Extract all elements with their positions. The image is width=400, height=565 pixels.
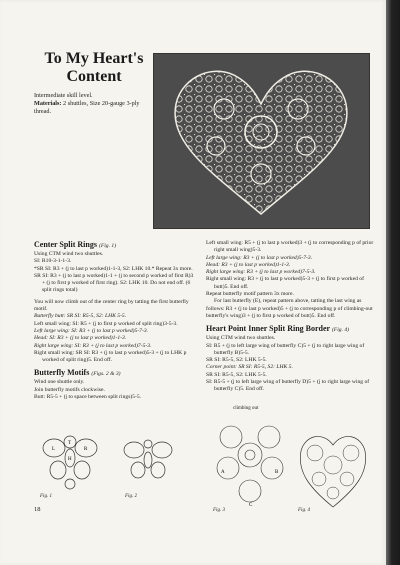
butterfly-motif-diagram [118,428,178,488]
instruction-line: SR SI: R3 + (j to last p worked)1-1 + (j to second p worked of first R)3 + (j to first p worked of first ring). S2: LHK 10. Do not end off. (6 split rings total) [34,272,194,294]
fig1-letter-h: H [68,457,72,462]
heart-assembly-diagram [213,413,288,508]
fig-1-label: Fig. 1 [40,494,52,499]
materials-label: Materials: [34,100,62,107]
section-heading-center-split-rings: Center Split Rings (Fig. 1) [34,240,117,249]
instruction-line: Butterfly butt: SR SI: R5-5, S2: LHK 5-5. [34,313,127,320]
left-column [34,240,196,401]
fig-3-label: Fig. 3 [213,508,225,513]
instruction-line: Corner point: SR SI: R5-5, S2: LHK 5. [206,364,293,371]
instruction-line: Butt: R5-5 + (j to space between split rings)5-5. [34,394,142,401]
butterfly-motifs-instructions [34,379,196,401]
instruction-line: SI: R5 + (j to left large wing of butterfly C)5 + (j to right large wing of butterfly B)5-5. [206,342,365,356]
materials-text: 2 shuttles, Size 20-gauge 3-ply thread. [34,100,140,115]
instruction-line: SI: R5-5 + (j to left large wing of butterfly D)5 + (j to right large wing of butterfly C)5. End off. [206,379,370,393]
instruction-line: Left small wing: R5 + (j to last p worked)3 + (j to corresponding p of prior right small wing)5-3. [206,240,374,254]
instruction-line: You will now climb out of the center ring by tatting the first butterfly motif. [34,298,189,313]
title-line-1: To My Heart's [44,50,144,67]
lace-heart-photo [153,53,370,229]
fig-2-label: Fig. 2 [125,494,137,499]
section-heading-butterfly-motifs: Butterfly Motifs (Figs. 2 & 3) [34,368,121,378]
instruction-line: Head: R3 + (j to last p worked)1-1-3. [206,261,291,268]
instruction-line: Left small wing: SI: R5 + (j to first p worked of split ring)3-5-3. [34,320,178,327]
center-split-rings-instructions [34,251,196,364]
instruction-line: Right large wing: R3 + (j to last p worked)7-5-3. [206,269,316,276]
instruction-line: Right small wing: R3 + (j to last p worked)5-3 + (j to first p worked of butt)5. End off. [206,276,364,290]
instruction-line: Left large wing: SI: R3 + (j to last p worked)5-7-3. [34,327,149,334]
heart-border-diagram [293,425,373,515]
materials [34,100,152,116]
instruction-line: Head: SI: R3 + (j to last p worked)1-1-3. [34,335,127,342]
butterfly-diagram [34,420,106,495]
fig3-letter-c: C [249,503,253,508]
skill-level: Intermediate skill level. [34,92,93,99]
instruction-line: Right small wing: SR SI: R3 + (j to last p worked)5-3 + (j to LHK p worked of split ring)5. End off. [34,349,187,364]
figure-3-diagram [213,413,288,513]
fig3-letter-a: A [221,470,225,475]
figure-4-diagram [293,425,373,520]
fig3-letter-b: B [275,470,279,475]
climbing-out-label: climbing out [233,406,259,411]
right-column [206,240,376,394]
figure-1-diagram [34,420,106,500]
instruction-line: SI: R10-3-1-1-3. [34,258,72,265]
instruction-line: Join butterfly motifs clockwise. [34,386,105,393]
instruction-line: Repeat butterfly motif pattern 3x more. [206,291,294,298]
lace-heart-image [154,54,369,228]
instruction-line: Right large wing: SI: R3 + (j to last p worked)7-5-3. [34,342,152,349]
figure-2-diagram [118,428,178,493]
fig1-letter-l: L [52,447,56,452]
instruction-line: Using CTM wind two shuttles. [34,251,104,257]
fig1-letter-r: R [84,447,88,452]
book-binding-edge [386,0,400,565]
fig1-letter-t: T [68,441,72,446]
page-title [34,50,154,86]
instruction-line: Wind one shuttle only. [34,379,85,386]
page-number: 18 [34,506,41,513]
title-line-2: Content [66,68,122,85]
instruction-line: *SR SI: R3 + (j to last p worked)1-1-3, S2: LHK 10.* Repeat 3x more. [34,265,193,272]
fig-4-label: Fig. 4 [298,508,310,513]
instruction-line: Left large wing: R3 + (j to last p worked)5-7-3. [206,254,313,261]
intro-block [34,92,152,116]
instruction-line: SR SI: R5-5, S2: LHK 5-5. [206,371,267,378]
instruction-line: SR SI: R5-5, S2: LHK 5-5. [206,357,267,364]
instruction-line: For last butterfly (E), repeat pattern above, tatting the last wing as follows: R3 + (j to last p worked)5 + (j to corresponding p of climbing-out butterfly's wing)3 + (j to first p worked of butt)5. End off. [206,298,373,319]
heart-point-instructions [206,335,376,393]
instruction-line: Using CTM wind two shuttles. [206,335,276,342]
section-heading-heart-point-border: Heart Point Inner Split Ring Border (Fig. 4) [206,324,350,334]
butterfly-continued-instructions [206,240,376,320]
